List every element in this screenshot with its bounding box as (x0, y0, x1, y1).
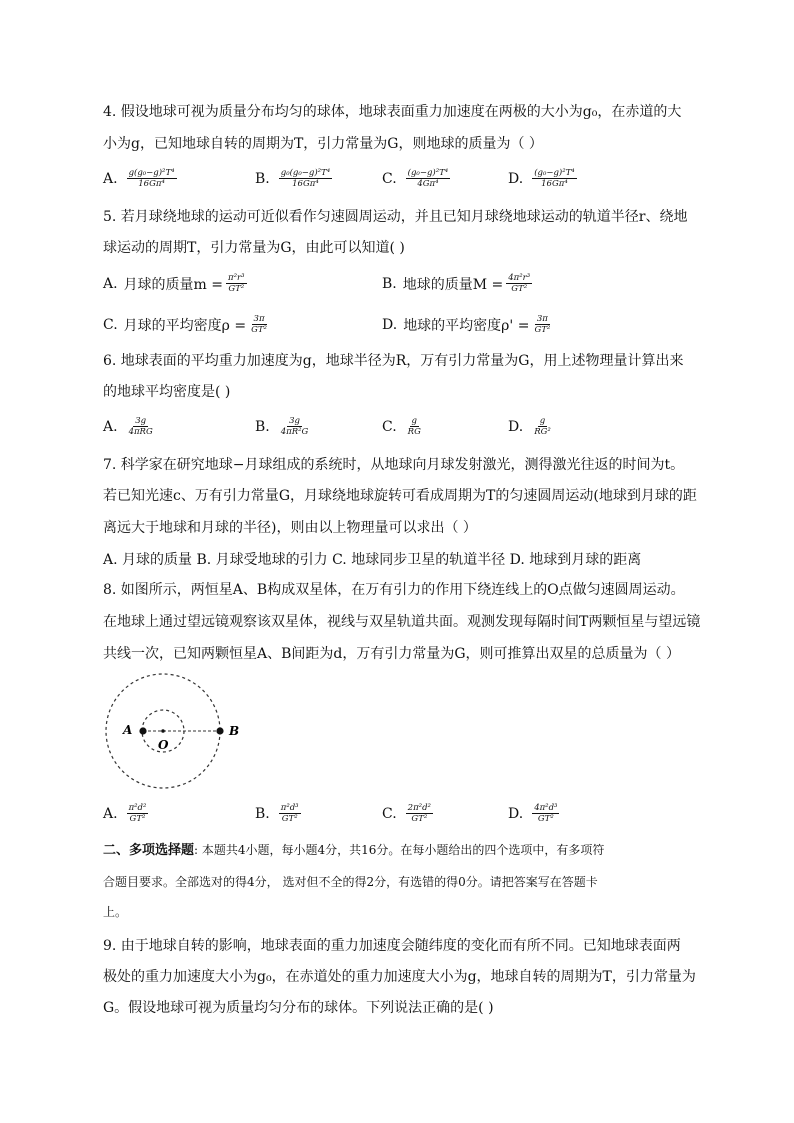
q5-option-d-fraction: $\frac{3\pi}{\text{GT²}}$ (534, 314, 551, 335)
star-b (216, 727, 223, 734)
q5-option-b[interactable]: B. 地球的质量M = $\frac{\text{4π²r³}}{\text{GT²}}$ (382, 273, 531, 294)
q9-stem-line3: G。假设地球可视为质量均匀分布的球体。下列说法正确的是( ) (103, 1000, 494, 1016)
q8-option-c-fraction: $\frac{\text{2π²d²}}{\text{GT²}}$ (407, 803, 431, 824)
q4-option-a[interactable]: A. $\frac{\text{g(g₀−g)²T⁴}}{\text{16Gπ⁴}}$ (103, 168, 175, 189)
q8-option-a[interactable]: A. $\frac{\text{π²d²}}{\text{GT²}}$ (103, 803, 147, 824)
q8-stem-line2: 在地球上通过望远镜观察该双星体，视线与双星轨道共面。观测发现每隔时间T两颗恒星与望远镜 (103, 614, 701, 630)
q6-stem-line1: 6. 地球表面的平均重力加速度为g，地球半径为R，万有引力常量为G，用上述物理量计算出来 (103, 353, 684, 369)
q4-option-c-fraction: $\frac{\text{(g₀−g)²T⁴}}{\text{4Gπ⁴}}$ (407, 168, 449, 189)
q8-stem-line1: 8. 如图所示，两恒星A、B构成双星体，在万有引力的作用下绕连线上的O点做匀速圆周运动。 (103, 582, 685, 598)
q4-option-d-fraction: $\frac{\text{(g₀−g)²T⁴}}{\text{16Gπ⁴}}$ (534, 168, 575, 189)
section2-line3: 上。 (103, 905, 128, 919)
q4-stem-line1: 4. 假设地球可视为质量分布均匀的球体，地球表面重力加速度在两极的大小为g₀，在赤道的大 (103, 104, 682, 120)
q5-stem-line1: 5. 若月球绕地球的运动可近似看作匀速圆周运动，并且已知月球绕地球运动的轨道半径r、绕地 (103, 209, 688, 225)
q9-stem-line2: 极处的重力加速度大小为g₀，在赤道处的重力加速度大小为g，地球自转的周期为T，引力常量为 (103, 969, 696, 985)
label-o: O (158, 738, 169, 752)
q4-option-a-fraction: $\frac{\text{g(g₀−g)²T⁴}}{\text{16Gπ⁴}}$ (128, 168, 175, 189)
q6-option-d-fraction: $\frac{g}{\text{RG²}}$ (534, 416, 551, 437)
q5-option-c[interactable]: C. 月球的平均密度ρ = $\frac{3\pi}{\text{GT²}}$ (103, 314, 267, 335)
q6-option-c[interactable]: C. $\frac{g}{RG}$ (382, 416, 421, 437)
q7-options[interactable]: A. 月球的质量 B. 月球受地球的引力 C. 地球同步卫星的轨道半径 D. 地球到月球的距离 (103, 552, 642, 568)
q8-option-b-fraction: $\frac{\text{π²d³}}{\text{GT²}}$ (280, 803, 299, 824)
label-b: B (229, 724, 240, 738)
q4-option-b[interactable]: B. $\frac{\text{g₀(g₀−g)²T⁴}}{\text{16Gπ⁴}}$ (255, 168, 331, 189)
q6-option-a-fraction: $\frac{3g}{\text{4πRG}}$ (128, 416, 153, 437)
q6-option-d[interactable]: D. $\frac{g}{\text{RG²}}$ (508, 416, 551, 437)
section2-line1: 二、多项选择题: 本题共4小题，每小题4分，共16分。在每小题给出的四个选项中，有多项符 (103, 843, 605, 858)
label-a: A (123, 723, 133, 737)
q5-option-a-fraction: $\frac{\text{π²r³}}{\text{GT²}}$ (228, 273, 245, 294)
q5-option-c-fraction: $\frac{3\pi}{\text{GT²}}$ (251, 314, 267, 335)
star-a (139, 727, 146, 734)
q8-option-b[interactable]: B. $\frac{\text{π²d³}}{\text{GT²}}$ (255, 803, 299, 824)
q9-stem-line1: 9. 由于地球自转的影响，地球表面的重力加速度会随纬度的变化而有所不同。已知地球表面两 (103, 938, 681, 954)
section2-line2: 合题目要求。全部选对的得4分， 选对但不全的得2分，有选错的得0分。请把答案写在答题卡 (103, 875, 598, 889)
q8-option-d[interactable]: D. $\frac{\text{4π²d³}}{\text{GT²}}$ (508, 803, 558, 824)
q7-stem-line3: 离远大于地球和月球的半径)，则由以上物理量可以求出（ ） (103, 520, 477, 536)
q4-option-c[interactable]: C. $\frac{\text{(g₀−g)²T⁴}}{\text{4Gπ⁴}}$ (382, 168, 449, 189)
binary-star-figure (100, 672, 250, 796)
q5-stem-line2: 球运动的周期T，引力常量为G，由此可以知道( ) (103, 240, 405, 256)
q6-option-a[interactable]: A. $\frac{3g}{\text{4πRG}}$ (103, 416, 153, 437)
q8-option-c[interactable]: C. $\frac{\text{2π²d²}}{\text{GT²}}$ (382, 803, 431, 824)
q8-stem-line3: 共线一次，已知两颗恒星A、B间距为d，万有引力常量为G，则可推算出双星的总质量为（ ） (103, 646, 680, 662)
q5-option-a[interactable]: A. 月球的质量m = $\frac{\text{π²r³}}{\text{GT²}}$ (103, 273, 245, 294)
q5-option-b-fraction: $\frac{\text{4π²r³}}{\text{GT²}}$ (508, 273, 531, 294)
q7-stem-line2: 若已知光速c、万有引力常量G，月球绕地球旋转可看成周期为T的匀速圆周运动(地球到月球的距 (103, 488, 697, 504)
center-o (161, 729, 165, 733)
q8-option-a-fraction: $\frac{\text{π²d²}}{\text{GT²}}$ (128, 803, 147, 824)
q6-stem-line2: 的地球平均密度是( ) (103, 384, 231, 400)
q4-option-b-fraction: $\frac{\text{g₀(g₀−g)²T⁴}}{\text{16Gπ⁴}}$ (280, 168, 331, 189)
q6-option-c-fraction: $\frac{g}{RG}$ (407, 416, 421, 437)
q5-option-d[interactable]: D. 地球的平均密度ρ' = $\frac{3\pi}{\text{GT²}}$ (382, 314, 551, 335)
q4-option-d[interactable]: D. $\frac{\text{(g₀−g)²T⁴}}{\text{16Gπ⁴}}$ (508, 168, 575, 189)
section2-heading: 二、多项选择题 (103, 843, 195, 858)
q8-option-d-fraction: $\frac{\text{4π²d³}}{\text{GT²}}$ (534, 803, 558, 824)
q7-stem-line1: 7. 科学家在研究地球−月球组成的系统时，从地球向月球发射激光，测得激光往返的时间为t。 (103, 457, 685, 473)
q4-stem-line2: 小为g，已知地球自转的周期为T，引力常量为G，则地球的质量为（ ） (103, 136, 543, 152)
q6-option-b[interactable]: B. $\frac{3g}{\text{4πR²G}}$ (255, 416, 309, 437)
q6-option-b-fraction: $\frac{3g}{\text{4πR²G}}$ (280, 416, 309, 437)
